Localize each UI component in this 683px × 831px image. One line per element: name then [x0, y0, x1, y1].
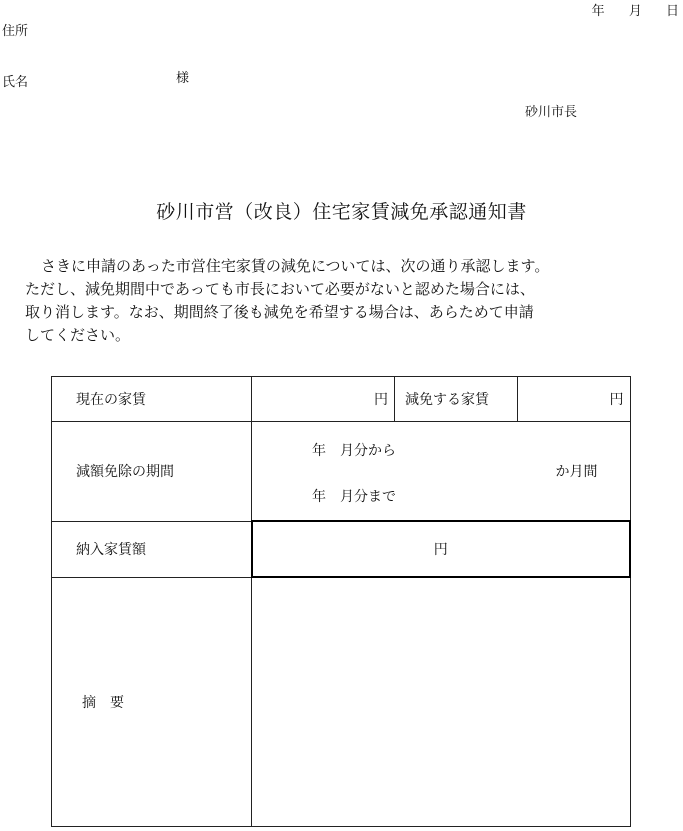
period-cell	[252, 422, 631, 522]
remarks-label: 摘要	[52, 577, 252, 827]
period-from: 年 月分から	[312, 443, 396, 459]
payment-value: 円	[252, 521, 631, 577]
date-line	[572, 0, 679, 19]
date-month: 月	[628, 4, 642, 19]
current-rent-label: 現在の家賃	[52, 377, 252, 422]
document-title: 砂川市営（改良）住宅家賃減免承認通知書	[156, 201, 527, 223]
date-day: 日	[665, 4, 679, 19]
rent-reduction-table	[51, 376, 631, 827]
date-year: 年	[591, 4, 605, 19]
body-line-1: さきに申請のあった市営住宅家賃の減免については、次の通り承認します。	[41, 257, 550, 275]
remarks-field	[252, 577, 631, 827]
body-line-2: ただし、減免期間中であっても市長において必要がないと認めた場合には、	[25, 280, 535, 298]
payment-label: 納入家賃額	[52, 521, 252, 577]
body-line-4: してください。	[25, 326, 131, 344]
period-months: か月間	[555, 464, 598, 480]
address-label: 住所	[2, 24, 29, 39]
reduced-rent-value: 円	[518, 377, 631, 422]
name-label: 氏名	[2, 75, 29, 90]
period-label: 減額免除の期間	[52, 422, 252, 522]
reduced-rent-label: 減免する家賃	[395, 377, 518, 422]
notice-body	[25, 255, 645, 347]
honorific: 様	[176, 71, 190, 86]
body-line-3: 取り消します。なお、期間終了後も減免を希望する場合は、あらためて申請	[25, 303, 534, 321]
issuer: 砂川市長	[525, 105, 578, 120]
period-to: 年 月分まで	[312, 489, 396, 505]
current-rent-value: 円	[252, 377, 395, 422]
